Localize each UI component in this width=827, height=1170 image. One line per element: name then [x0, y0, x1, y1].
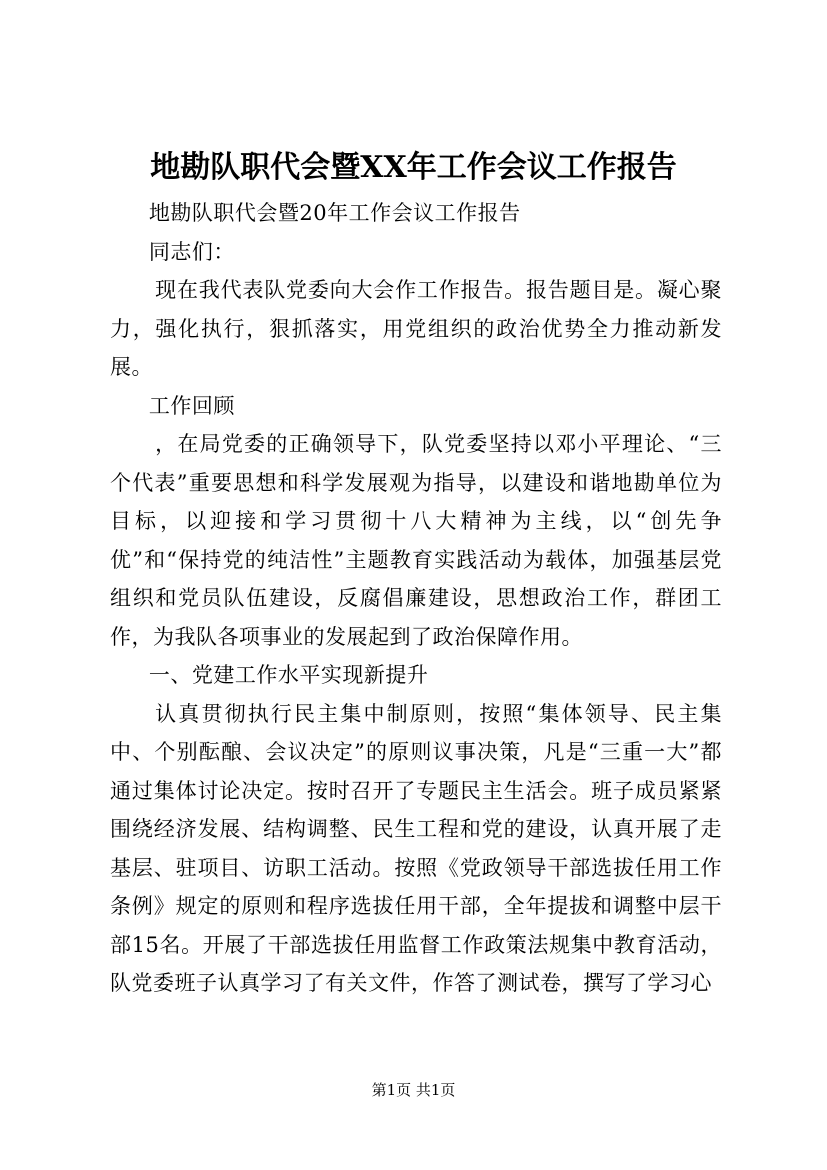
document-body — [110, 194, 722, 1003]
intro-paragraph: 现在我代表队党委向大会作工作报告。报告题目是。凝心聚力，强化执行，狠抓落实，用党组织的政治优势全力推动新发展。 — [110, 278, 722, 379]
subtitle-paragraph: 地勘队职代会暨20年工作会议工作报告 — [148, 201, 521, 225]
page-number-footer: 第1页 共1页 — [371, 1081, 456, 1099]
party-building-paragraph: 认真贯彻执行民主集中制原则，按照“集体领导、民主集中、个别酝酿、会议决定”的原则议事决策，凡是“三重一大”都通过集体讨论决定。按时召开了专题民主生活会。班子成员紧紧围绕经济发展、结构调整、民生工程和党的建设，认真开展了走基层、驻项目、访职工活动。按照《党政领导干部选拔任用工作条例》规定的原则和程序选拔任用干部，全年提拔和调整中层干部15名。开展了干部选拔任用监督工作政策法规集中教育活动，队党委班子认真学习了有关文件，作答了测试卷，撰写了学习心 — [110, 701, 722, 995]
review-paragraph: ，在局党委的正确领导下，队党委坚持以邓小平理论、“三个代表”重要思想和科学发展观为指导，以建设和谐地勘单位为目标，以迎接和学习贯彻十八大精神为主线，以“创先争优”和“保持党的纯洁性”主题教育实践活动为载体，加强基层党组织和党员队伍建设，反腐倡廉建设，思想政治工作，群团工作，为我队各项事业的发展起到了政治保障作用。 — [110, 432, 722, 649]
document-title: 地勘队职代会暨XX年工作会议工作报告 — [150, 150, 677, 185]
salutation-paragraph: 同志们： — [148, 239, 235, 264]
section-heading-party-building: 一、党建工作水平实现新提升 — [148, 663, 429, 687]
section-heading-review: 工作回顾 — [148, 393, 235, 418]
